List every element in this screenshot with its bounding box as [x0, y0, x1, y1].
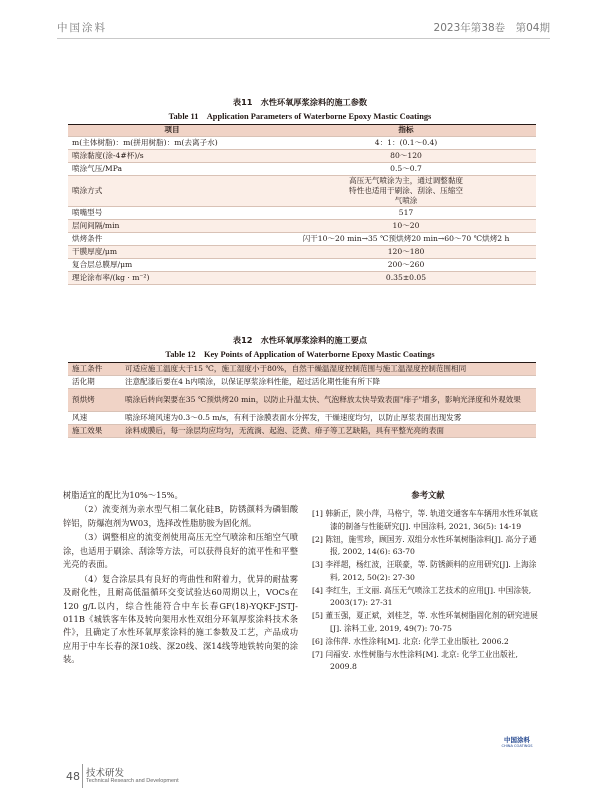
table11-value: 10～20: [276, 220, 536, 233]
logo-mark: 中国涂料: [504, 736, 530, 744]
table-row: [68, 363, 536, 376]
reference-item: [4] 李红生，王文丽. 高压无气喷涂工艺技术的应用[J]. 中国涂装, 2003(17): 27-31: [312, 585, 532, 608]
reference-item: [5] 董玉强，夏正斌，刘桂芝，等. 水性环氧树脂固化剂的研究进展[J]. 涂料工业, 2019, 49(7): 70-75: [312, 611, 538, 634]
body-paragraph: （2）流变剂为亲水型气相二氧化硅B，防锈颜料为磷钼酸锌铝，防爆泡剂为W03，选择改性脂肪胺为固化剂。: [63, 504, 298, 528]
table11-value: 0.35±0.05: [276, 272, 536, 285]
reference-list: [312, 508, 542, 674]
logo-subtext: CHINA COATINGS: [501, 744, 533, 748]
table11-header-row: [68, 125, 536, 137]
table11-value: 闪干10～20 min→35 ℃预烘烤20 min→60～70 ℃烘烤2 h: [276, 233, 536, 246]
table11-param: 干膜厚度/μm: [68, 246, 276, 259]
table11-value: 517: [276, 207, 536, 220]
reference-item: [1] 韩新正，陕小萍，马格宁，等. 轨道交通客车车辆用水性环氧底漆的制备与性能研究[J]. 中国涂料, 2021, 36(5): 14-19: [312, 509, 538, 531]
section-name-en: Technical Research and Development: [86, 778, 179, 784]
table11-param: 喷涂气压/MPa: [68, 163, 276, 176]
reference-item: [3] 李祥超，杨红波，汪联豪，等. 防锈颜料的应用研究[J]. 上海涂料, 2012, 50(2): 27-30: [312, 560, 537, 582]
reference-item: [6] 涂伟萍. 水性涂料[M]. 北京: 化学工业出版社, 2006.2: [312, 636, 509, 646]
table-row: [68, 233, 536, 246]
table-row: [68, 150, 536, 163]
body-text: [63, 489, 298, 668]
table12: [68, 362, 536, 438]
table12-key: 施工效果: [68, 425, 121, 438]
page-number: 48: [66, 770, 80, 783]
table11-value: 高压无气喷涂为主，通过调整黏度特性也适用于刷涂、刮涂、压缩空气喷涂: [276, 176, 536, 207]
table11-caption-cn: 表11 水性环氧厚浆涂料的施工参数: [232, 97, 368, 107]
section-name: 技术研发: [86, 768, 125, 779]
table12-caption-en: Table 12 Key Points of Application of Waterborne Epoxy Mastic Coatings: [165, 350, 435, 359]
table11-param: 喷涂黏度(涂-4#杯)/s: [68, 150, 276, 163]
journal-logo: [501, 735, 533, 753]
journal-name: 中国涂料: [57, 22, 107, 34]
table-row: [68, 220, 536, 233]
body-paragraph: （3）调整相应的流变剂使用高压无空气喷涂和压缩空气喷涂，也适用于刷涂、刮涂等方法，可以获得良好的流平性和平整光亮的表面。: [63, 532, 298, 570]
table11-param: 复合层总膜厚/μm: [68, 259, 276, 272]
table-row: [68, 246, 536, 259]
table12-detail: 喷涂后转向架要在35 ℃预烘烤20 min，以防止升温太快、气泡释放太快导致表面"痱子"增多，影响光泽度和外观效果: [121, 389, 536, 412]
table-row: [68, 389, 536, 412]
table12-detail: 注意配漆后要在4 h内喷涂，以保证厚浆涂料性能，超过活化期性能有所下降: [121, 376, 536, 389]
table-row: [68, 425, 536, 438]
table-row: [68, 412, 536, 425]
table12-caption-cn: 表12 水性环氧厚浆涂料的施工要点: [232, 335, 368, 345]
table12-key: 预烘烤: [68, 389, 121, 412]
table11-param: 烘烤条件: [68, 233, 276, 246]
table12-detail: 喷涂环境风速为0.3～0.5 m/s，有利于涂膜表面水分挥发，干燥速度均匀，以防止厚浆表面出现发雾: [121, 412, 536, 425]
table12-key: 施工条件: [68, 363, 121, 376]
table-row: [68, 207, 536, 220]
table11-value: 4：1：(0.1～0.4): [276, 137, 536, 150]
table11-param: 喷涂方式: [68, 176, 276, 207]
issue-info: 2023年第38卷 第04期: [433, 22, 550, 34]
table-row: [68, 259, 536, 272]
header-divider: [57, 38, 550, 39]
table-row: [68, 137, 536, 150]
table11-param: 层间间隔/min: [68, 220, 276, 233]
body-paragraph: （4）复合涂层具有良好的弯曲性和附着力，优异的耐盐雾及耐化性，且耐高低温循环交变试验达60周期以上，VOCs在120 g/L以内，综合性能符合中车长春GF(18)-YQKF-JSTJ-011B《城铁客车体及转向架用水性双组分环氧厚浆涂料技术条件》，且确定了水性环氧厚浆涂料的施工参数及工艺，产品成功应用于中车长春的深10线、深20线、深14线等地铁转向架的涂装。: [63, 573, 298, 665]
footer-divider: [82, 764, 83, 788]
table11-value: 120～180: [276, 246, 536, 259]
table-row: [68, 376, 536, 389]
table-row: [68, 176, 536, 207]
table11-value: 200～260: [276, 259, 536, 272]
table-row: [68, 163, 536, 176]
reference-item: [7] 闫福安. 水性树脂与水性涂料[M]. 北京: 化学工业出版社, 2009.8: [312, 649, 518, 672]
table12-key: 风速: [68, 412, 121, 425]
references-title: 参考文献: [411, 490, 445, 500]
table11-param: 理论涂布率/(kg · m⁻²): [68, 272, 276, 285]
reference-item: [2] 陈钮，施雪珍，顾国芳. 双组分水性环氧树脂涂料[J]. 高分子通报, 2002, 14(6): 63-70: [312, 534, 537, 557]
table11-header-item: 项目: [68, 125, 276, 137]
table11-caption-en: Table 11 Application Parameters of Waterborne Epoxy Mastic Coatings: [168, 112, 432, 121]
table11-param: m(主体树脂)：m(拼用树脂)：m(去离子水): [68, 137, 276, 150]
table12-key: 活化期: [68, 376, 121, 389]
table-row: [68, 272, 536, 285]
body-paragraph: 树脂适宜的配比为10%～15%。: [63, 490, 183, 500]
table11-param: 喷嘴型号: [68, 207, 276, 220]
table12-detail: 涂料成膜后，每一涂层均应均匀，无流淌、起泡、泛黄、痱子等工艺缺陷，具有平整光亮的表面: [121, 425, 536, 438]
table12-detail: 可适应施工温度大于15 ℃，施工湿度小于80%，自然干燥温湿度控制范围与施工温湿度控制范围相同: [121, 363, 536, 376]
table11-header-value: 指标: [276, 125, 536, 137]
table11-value: 0.5～0.7: [276, 163, 536, 176]
table11-value: 80～120: [276, 150, 536, 163]
table11: [68, 124, 536, 285]
